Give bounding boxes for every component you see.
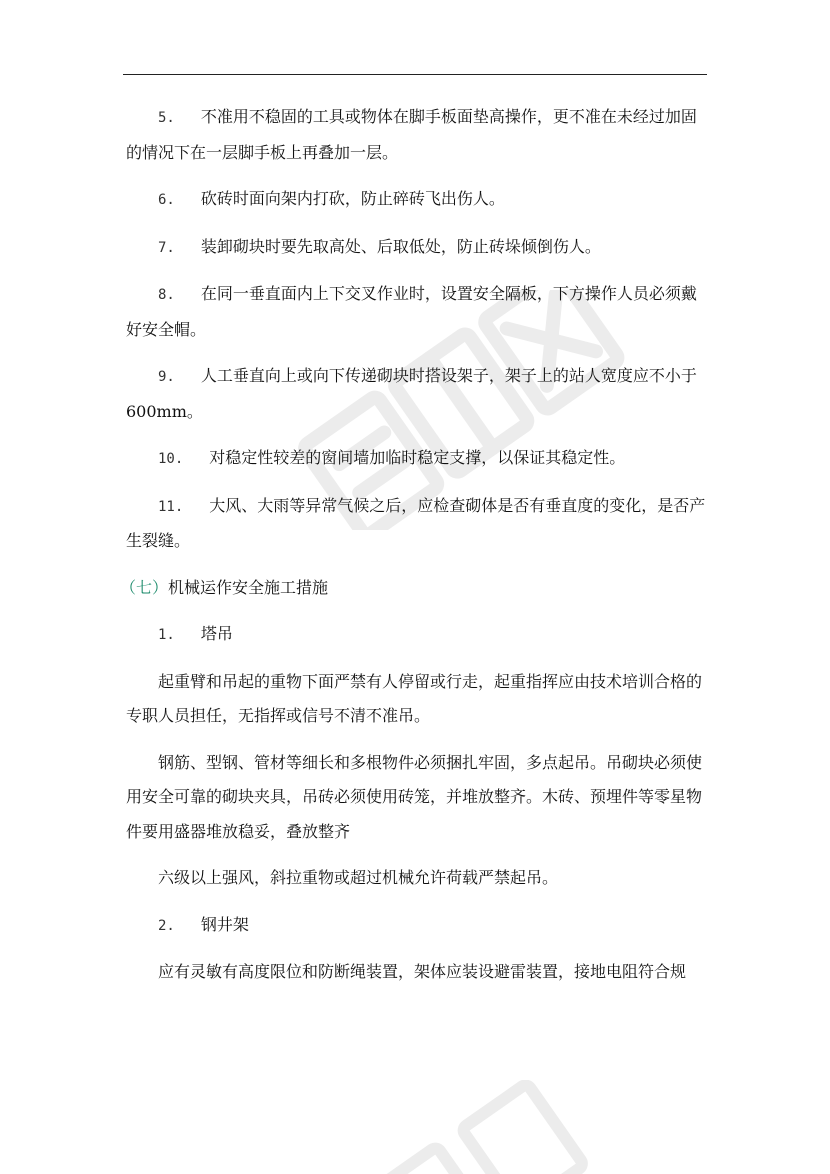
list-item: 9. 人工垂直向上或向下传递砌块时搭设架子，架子上的站人宽度应不小于600mm。	[126, 366, 697, 421]
paragraph: 六级以上强风，斜拉重物或超过机械允许荷载严禁起吊。	[158, 868, 559, 887]
subsection-heading: 2. 钢井架	[158, 914, 249, 934]
header-rule	[123, 74, 707, 75]
watermark-logo-bottom	[340, 1080, 640, 1174]
section-heading	[120, 571, 710, 606]
list-item: 8. 在同一垂直面内上下交叉作业时，设置安全隔板，下方操作人员必须戴好安全帽。	[126, 284, 697, 339]
paragraph: 应有灵敏有高度限位和防断绳装置，架体应装设避雷装置，接地电阻符合规	[158, 962, 687, 981]
list-item: 7. 装卸砌块时要先取高处、后取低处，防止砖垛倾倒伤人。	[158, 236, 601, 256]
document-body	[120, 100, 710, 1002]
section-number: （七）	[120, 577, 169, 597]
list-item: 10. 对稳定性较差的窗间墙加临时稳定支撑，以保证其稳定性。	[158, 448, 626, 467]
list-item: 11. 大风、大雨等异常气候之后，应检查砌体是否有垂直度的变化，是否产生裂缝。	[126, 495, 706, 550]
list-item: 6. 砍砖时面向架内打砍，防止碎砖飞出伤人。	[158, 189, 505, 208]
paragraph: 起重臂和吊起的重物下面严禁有人停留或行走，起重指挥应由技术培训合格的专职人员担任，无指挥或信号不清不准吊。	[126, 671, 703, 725]
section-title: 机械运作安全施工措施	[168, 577, 329, 597]
subsection-heading: 1. 塔吊	[158, 624, 233, 643]
paragraph: 钢筋、型钢、管材等细长和多根物件必须捆扎牢固，多点起吊。吊砌块必须使用安全可靠的砌块夹具，吊砖必须使用砖笼，并堆放整齐。木砖、预埋件等零星物件要用盛器堆放稳妥，叠放整齐	[126, 752, 703, 841]
list-item: 5. 不准用不稳固的工具或物体在脚手板面垫高操作，更不准在未经过加固的情况下在一层脚手板上再叠加一层。	[126, 107, 697, 162]
